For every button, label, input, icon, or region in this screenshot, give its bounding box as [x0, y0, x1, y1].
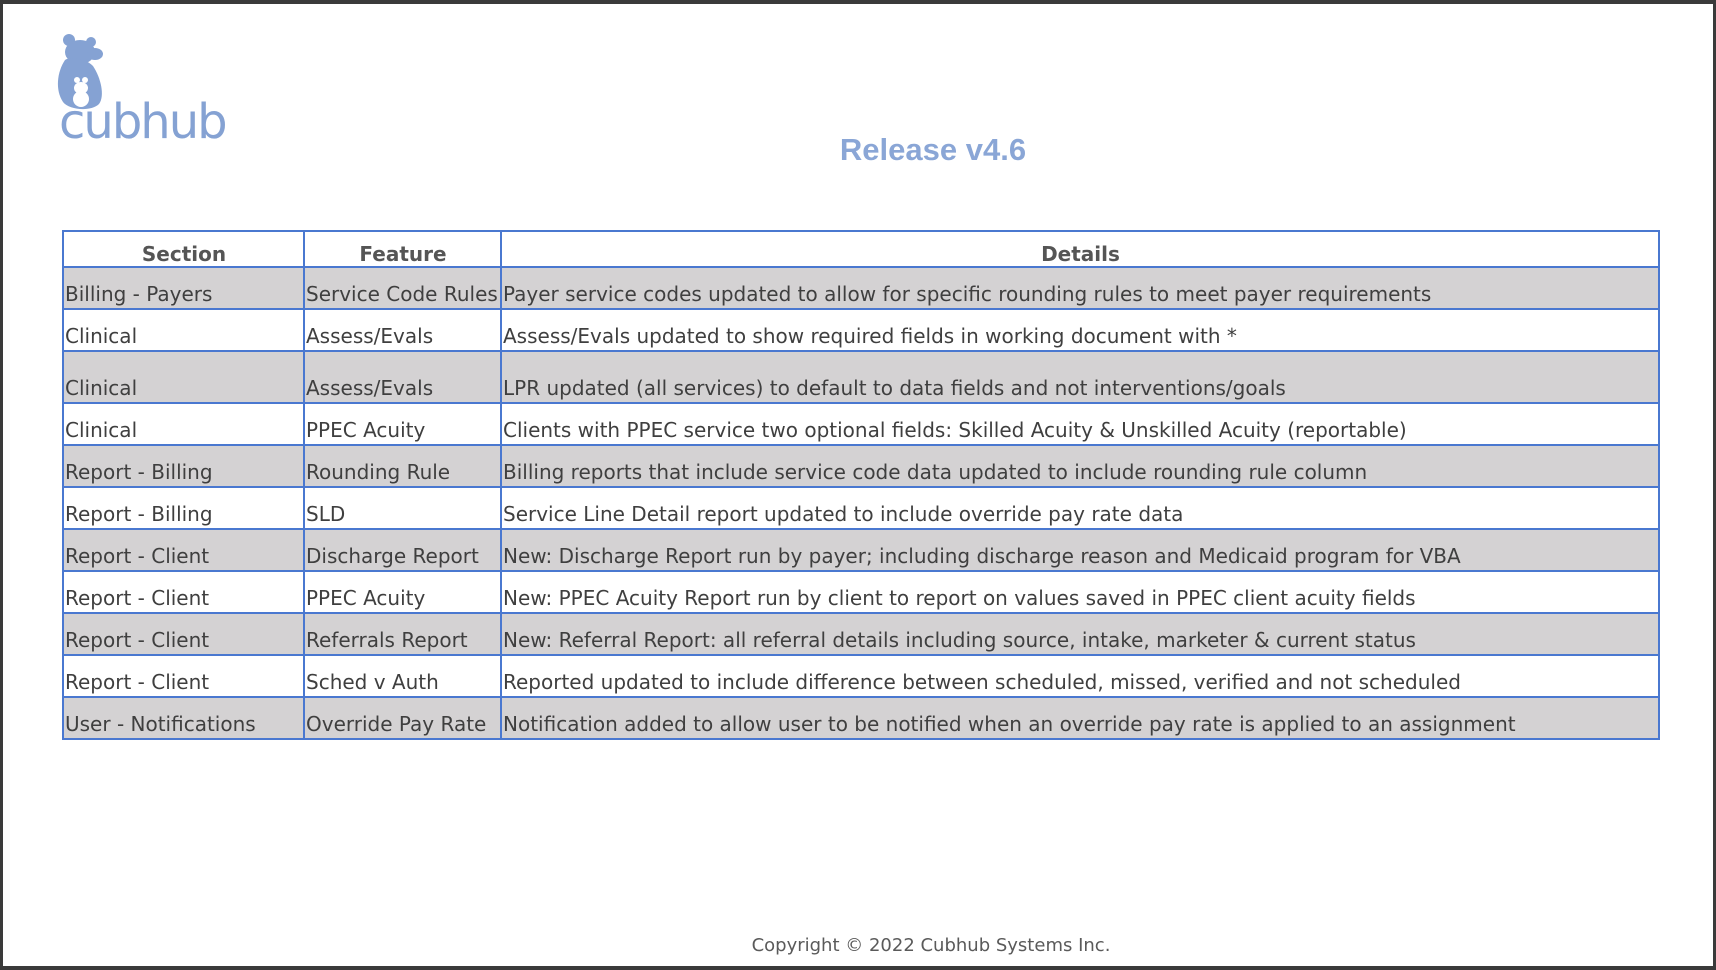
table-row [63, 309, 1659, 351]
table-header-row [63, 231, 1659, 267]
cell-details: Clients with PPEC service two optional fields: Skilled Acuity & Unskilled Acuity (reportable) [501, 403, 1659, 445]
cell-details: New: Referral Report: all referral details including source, intake, marketer & current status [501, 613, 1659, 655]
cell-details: New: Discharge Report run by payer; including discharge reason and Medicaid program for VBA [501, 529, 1659, 571]
cell-details: LPR updated (all services) to default to data fields and not interventions/goals [501, 351, 1659, 403]
cell-details: Notification added to allow user to be notified when an override pay rate is applied to an assignment [501, 697, 1659, 739]
cell-feature: Assess/Evals [304, 309, 501, 351]
cell-section: Clinical [63, 403, 304, 445]
cell-feature: Referrals Report [304, 613, 501, 655]
header-section: Section [63, 231, 304, 267]
cell-section: Report - Client [63, 529, 304, 571]
cell-details: Billing reports that include service code data updated to include rounding rule column [501, 445, 1659, 487]
table-row [63, 445, 1659, 487]
table-row [63, 403, 1659, 445]
cell-feature: PPEC Acuity [304, 403, 501, 445]
table-row [63, 571, 1659, 613]
cell-feature: Assess/Evals [304, 351, 501, 403]
table-row [63, 267, 1659, 309]
cell-feature: Override Pay Rate [304, 697, 501, 739]
cell-feature: PPEC Acuity [304, 571, 501, 613]
logo-text: cubhub [59, 94, 226, 150]
table-row [63, 697, 1659, 739]
cell-feature: Sched v Auth [304, 655, 501, 697]
cell-section: Clinical [63, 309, 304, 351]
cell-section: Report - Billing [63, 487, 304, 529]
table-row [63, 655, 1659, 697]
cell-feature: Rounding Rule [304, 445, 501, 487]
cell-section: Clinical [63, 351, 304, 403]
copyright-footer: Copyright © 2022 Cubhub Systems Inc. [751, 935, 1111, 956]
table-row [63, 351, 1659, 403]
page-title: Release v4.6 [839, 132, 1027, 167]
release-table [62, 230, 1660, 740]
table-row [63, 529, 1659, 571]
header-feature: Feature [304, 231, 501, 267]
cell-details: Reported updated to include difference between scheduled, missed, verified and not scheduled [501, 655, 1659, 697]
cell-section: Billing - Payers [63, 267, 304, 309]
cell-details: Payer service codes updated to allow for specific rounding rules to meet payer requirements [501, 267, 1659, 309]
cell-feature: SLD [304, 487, 501, 529]
header-details: Details [501, 231, 1659, 267]
cell-section: Report - Client [63, 655, 304, 697]
cell-section: Report - Billing [63, 445, 304, 487]
table-row [63, 487, 1659, 529]
cell-feature: Service Code Rules [304, 267, 501, 309]
cell-details: Service Line Detail report updated to include override pay rate data [501, 487, 1659, 529]
cell-section: User - Notifications [63, 697, 304, 739]
cell-section: Report - Client [63, 613, 304, 655]
cell-details: Assess/Evals updated to show required fields in working document with * [501, 309, 1659, 351]
cell-section: Report - Client [63, 571, 304, 613]
table-row [63, 613, 1659, 655]
cell-details: New: PPEC Acuity Report run by client to report on values saved in PPEC client acuity fields [501, 571, 1659, 613]
cell-feature: Discharge Report [304, 529, 501, 571]
